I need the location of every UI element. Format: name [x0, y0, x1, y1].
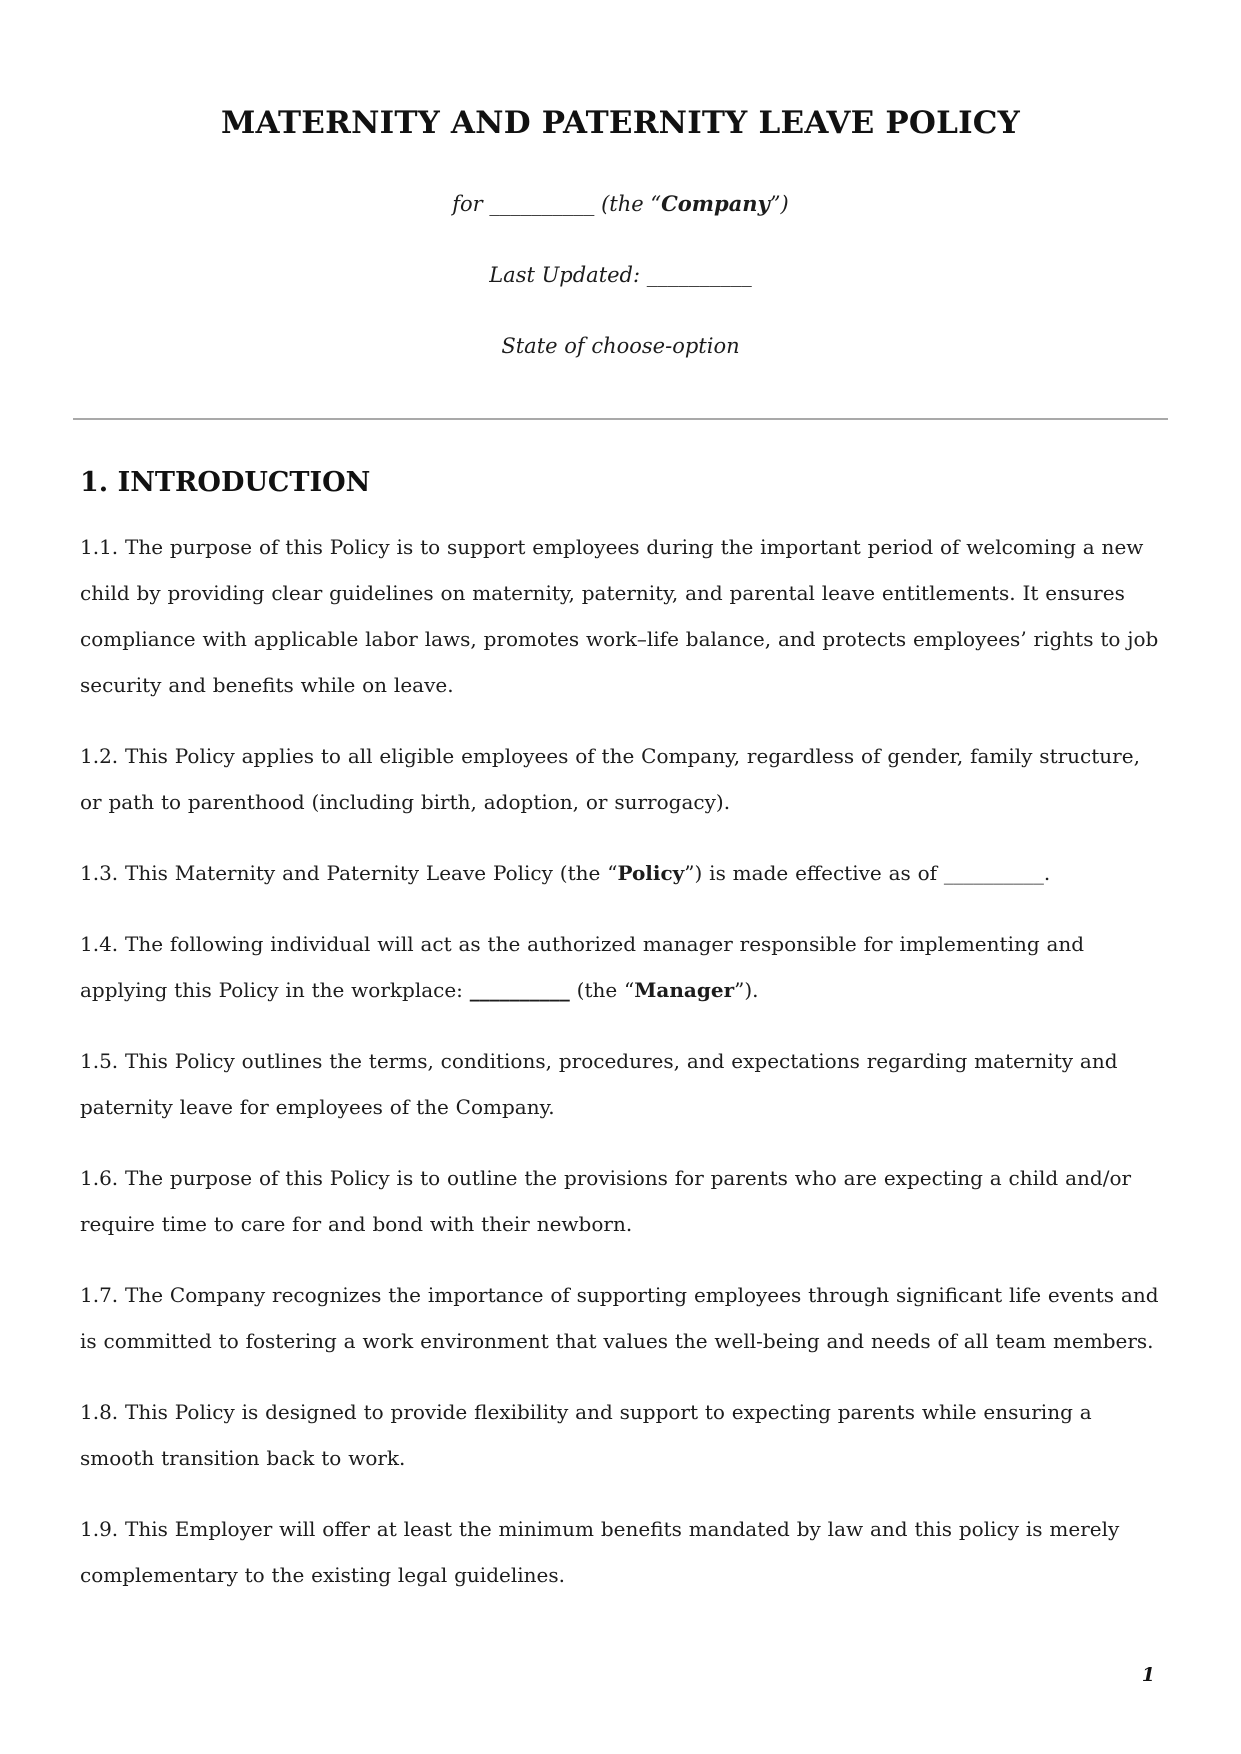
paragraph-text: 1.5. This Policy outlines the terms, conditions, procedures, and expectations regarding maternity and paternity leave for employees of the Company.	[80, 1049, 1118, 1120]
state-line: State of choose-option	[501, 333, 740, 358]
fill-in-blank: __________	[469, 978, 570, 1003]
fill-in-blank: __________	[943, 861, 1044, 886]
company-line-prefix: for	[452, 191, 490, 216]
paragraph-text: 1.2. This Policy applies to all eligible employees of the Company, regardless of gender, family structure, or path to parenthood (including birth, adoption, or surrogacy).	[80, 744, 1140, 815]
paragraph-text: 1.7. The Company recognizes the importance of supporting employees through significant life events and is committed to fostering a work environment that values the well-being and needs of all team members.	[80, 1283, 1159, 1354]
policy-paragraph-1-5	[80, 1038, 1161, 1130]
paragraph-container	[80, 524, 1161, 1598]
policy-paragraph-1-8	[80, 1389, 1161, 1481]
policy-paragraph-1-2	[80, 733, 1161, 825]
company-line-middle: (the “	[594, 191, 662, 216]
company-line-suffix: ”)	[769, 191, 789, 216]
company-defined-term: Company	[661, 190, 770, 216]
policy-paragraph-1-3	[80, 850, 1161, 896]
policy-paragraph-1-9	[80, 1506, 1161, 1598]
paragraph-text: Manager	[634, 978, 735, 1003]
paragraph-text: 1.3. This Maternity and Paternity Leave Policy (the “	[80, 861, 618, 886]
document-title: MATERNITY AND PATERNITY LEAVE POLICY	[220, 105, 1021, 141]
horizontal-divider	[73, 418, 1168, 420]
paragraph-text: ”) is made effective as of	[684, 861, 944, 886]
section-heading-introduction: 1. INTRODUCTION	[80, 466, 371, 498]
policy-paragraph-1-4	[80, 921, 1161, 1013]
paragraph-text: Policy	[617, 861, 685, 886]
paragraph-text: 1.8. This Policy is designed to provide flexibility and support to expecting parents while ensuring a smooth transition back to work.	[80, 1400, 1092, 1471]
page-number: 1	[1141, 1664, 1155, 1686]
paragraph-text: (the “	[569, 978, 635, 1003]
company-line	[80, 189, 1161, 219]
paragraph-text: ”).	[734, 978, 759, 1003]
paragraph-text: 1.1. The purpose of this Policy is to support employees during the important period of welcoming a new child by providing clear guidelines on maternity, paternity, and parental leave entitlements. It ensures compliance with applicable labor laws, promotes work–life balance, and protects employees’ rights to job security and benefits while on leave.	[80, 535, 1159, 698]
paragraph-text: 1.9. This Employer will offer at least the minimum benefits mandated by law and this policy is merely complementary to the existing legal guidelines.	[80, 1517, 1120, 1588]
paragraph-text: 1.6. The purpose of this Policy is to outline the provisions for parents who are expecting a child and/or require time to care for and bond with their newborn.	[80, 1166, 1132, 1237]
policy-paragraph-1-6	[80, 1155, 1161, 1247]
policy-paragraph-1-7	[80, 1272, 1161, 1364]
paragraph-text: 1.4. The following individual will act as the authorized manager responsible for implementing and applying this Policy in the workplace:	[80, 932, 1085, 1003]
last-updated-line	[80, 260, 1161, 290]
paragraph-text: .	[1043, 861, 1051, 886]
last-updated-label: Last Updated:	[489, 262, 647, 287]
last-updated-blank: __________	[646, 262, 752, 287]
policy-paragraph-1-1	[80, 524, 1161, 708]
company-name-blank: __________	[489, 191, 595, 216]
